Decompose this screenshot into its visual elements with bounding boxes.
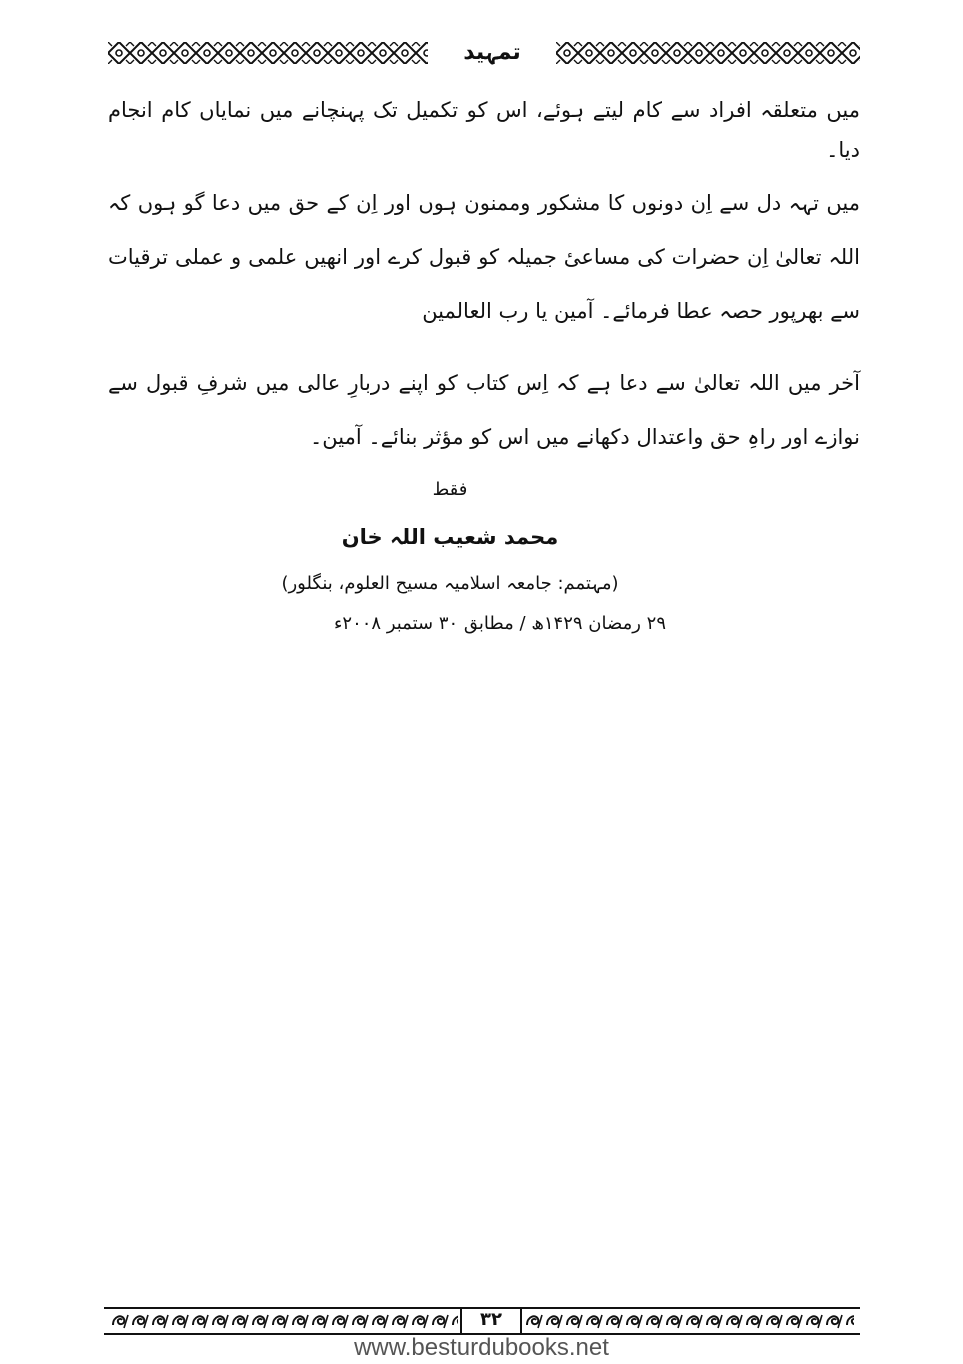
footer-ornament-left [110,1311,458,1331]
page-footer [104,1307,860,1335]
body-paragraph: میں تہہ دل سے اِن دونوں کا مشکور وممنون ہوں اور اِن کے حق میں دعا گو ہوں کہ اللہ تعالیٰ اِن حضرات کی مساعیٔ جمیلہ کو قبول کرے اور انھیں علمی و عملی ترقیات سے بھرپور حصہ عطا فرمائے۔ آمین یا رب العالمین [108,191,860,323]
signature-date: ۲۹ رمضان ۱۴۲۹ھ / مطابق ۳۰ ستمبر ۲۰۰۸ء [333,613,666,634]
signature-block [100,470,800,644]
chapter-title: تمہید [463,40,521,65]
page-header [108,38,860,70]
footer-ornament-right [524,1311,854,1331]
body-paragraph: آخر میں اللہ تعالیٰ سے دعا ہے کہ اِس کتاب کو اپنے دربارِ عالی میں شرفِ قبول سے نوازے اور راہِ حق واعتدال دکھانے میں اس کو مؤثر بنائے۔ آمین۔ [108,371,860,449]
header-ornament-right [556,42,860,64]
header-ornament-left [108,42,428,64]
signature-closing: فقط [432,479,468,500]
signature-designation: (مہتمم: جامعہ اسلامیہ مسیح العلوم، بنگلور) [281,573,619,594]
page-number: ۳۲ [460,1307,522,1335]
page-body [108,90,860,464]
signature-name: محمد شعیب اللہ خان [341,525,559,549]
website-watermark: www.besturdubooks.net [354,1334,609,1361]
body-paragraph: میں متعلقہ افراد سے کام لیتے ہوئے، اس کو تکمیل تک پہنچانے میں نمایاں کام انجام دیا۔ [108,98,860,162]
